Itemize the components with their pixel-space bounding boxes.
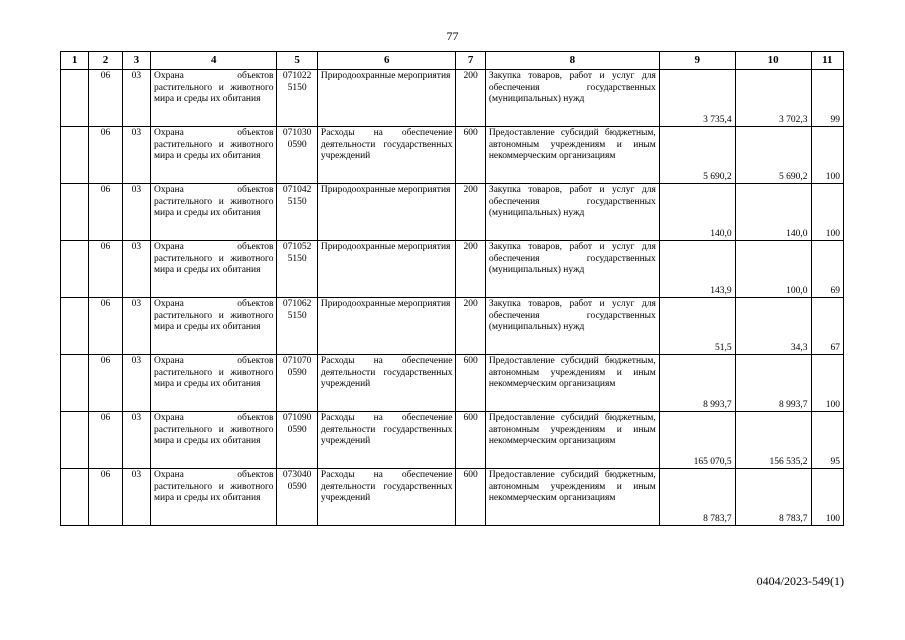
expense-type-code-cell: 600 [456,127,485,184]
section-code-cell: 06 [89,469,122,526]
table-row [61,127,844,184]
actual-amount-cell: 8 783,7 [735,469,811,526]
section-code-cell: 06 [89,70,122,127]
expense-type-code-cell: 600 [456,355,485,412]
planned-amount-cell: 140,0 [659,184,735,241]
expense-name-cell: Природоохранные мероприятия [317,241,456,298]
target-code-part-1: 071062 [282,299,312,309]
col-header-6: 6 [317,52,456,70]
col-header-9: 9 [659,52,735,70]
target-code-part-2: 0590 [287,481,307,492]
page-number: 77 [446,29,459,43]
expense-type-code-cell: 600 [456,469,485,526]
expense-type-name-cell: Предоставление субсидий бюджетным, автономным учреждениям и иным некоммерческим организациям [485,412,659,469]
target-code-cell [277,412,317,469]
expense-type-name-cell: Закупка товаров, работ и услуг для обеспечения государственных (муниципальных) нужд [485,298,659,355]
target-code-part-2: 0590 [287,139,307,150]
expense-name-cell: Природоохранные мероприятия [317,298,456,355]
planned-amount-cell: 8 993,7 [659,355,735,412]
section-code-cell: 06 [89,412,122,469]
percent-cell: 67 [811,298,843,355]
expense-name-cell: Природоохранные мероприятия [317,70,456,127]
percent-cell: 100 [811,127,843,184]
table-row [61,70,844,127]
subsection-code-cell: 03 [122,127,150,184]
expense-name-cell: Расходы на обеспечение деятельности государственных учреждений [317,469,456,526]
expense-name-cell: Расходы на обеспечение деятельности государственных учреждений [317,127,456,184]
target-code-part-1: 071022 [282,71,312,81]
target-code-part-2: 5150 [287,82,307,93]
row-number-cell [61,298,89,355]
target-code-cell [277,70,317,127]
target-code-part-2: 5150 [287,196,307,207]
section-code-cell: 06 [89,127,122,184]
target-code-cell [277,184,317,241]
target-code-part-1: 071042 [282,185,312,195]
percent-cell: 69 [811,241,843,298]
expense-type-code-cell: 200 [456,70,485,127]
subsection-name-cell: Охрана объектов растительного и животного мира и среды их обитания [151,127,277,184]
col-header-3: 3 [122,52,150,70]
expense-type-code-cell: 200 [456,298,485,355]
budget-table [60,51,844,526]
table-row [61,469,844,526]
subsection-name-cell: Охрана объектов растительного и животного мира и среды их обитания [151,412,277,469]
document-code: 0404/2023-549(1) [756,574,844,588]
planned-amount-cell: 3 735,4 [659,70,735,127]
col-header-5: 5 [277,52,317,70]
percent-cell: 100 [811,355,843,412]
percent-cell: 100 [811,184,843,241]
expense-type-name-cell: Закупка товаров, работ и услуг для обеспечения государственных (муниципальных) нужд [485,70,659,127]
table-row [61,298,844,355]
section-code-cell: 06 [89,298,122,355]
row-number-cell [61,469,89,526]
col-header-11: 11 [811,52,843,70]
col-header-1: 1 [61,52,89,70]
expense-name-cell: Расходы на обеспечение деятельности государственных учреждений [317,355,456,412]
actual-amount-cell: 140,0 [735,184,811,241]
actual-amount-cell: 3 702,3 [735,70,811,127]
actual-amount-cell: 100,0 [735,241,811,298]
subsection-code-cell: 03 [122,355,150,412]
target-code-part-2: 0590 [287,424,307,435]
actual-amount-cell: 34,3 [735,298,811,355]
row-number-cell [61,355,89,412]
actual-amount-cell: 156 535,2 [735,412,811,469]
subsection-code-cell: 03 [122,412,150,469]
section-code-cell: 06 [89,241,122,298]
planned-amount-cell: 143,9 [659,241,735,298]
row-number-cell [61,241,89,298]
subsection-name-cell: Охрана объектов растительного и животного мира и среды их обитания [151,469,277,526]
row-number-cell [61,184,89,241]
planned-amount-cell: 8 783,7 [659,469,735,526]
subsection-code-cell: 03 [122,70,150,127]
expense-type-name-cell: Предоставление субсидий бюджетным, автономным учреждениям и иным некоммерческим организациям [485,469,659,526]
subsection-code-cell: 03 [122,184,150,241]
target-code-cell [277,241,317,298]
planned-amount-cell: 51,5 [659,298,735,355]
target-code-cell [277,355,317,412]
target-code-part-2: 0590 [287,367,307,378]
row-number-cell [61,70,89,127]
target-code-part-2: 5150 [287,253,307,264]
subsection-name-cell: Охрана объектов растительного и животного мира и среды их обитания [151,184,277,241]
table-body [61,70,844,526]
expense-name-cell: Природоохранные мероприятия [317,184,456,241]
target-code-cell [277,469,317,526]
target-code-part-1: 071090 [282,413,312,423]
subsection-name-cell: Охрана объектов растительного и животного мира и среды их обитания [151,355,277,412]
target-code-cell [277,298,317,355]
subsection-code-cell: 03 [122,241,150,298]
table-row [61,241,844,298]
expense-name-cell: Расходы на обеспечение деятельности государственных учреждений [317,412,456,469]
subsection-code-cell: 03 [122,298,150,355]
target-code-part-1: 073040 [282,470,312,480]
col-header-10: 10 [735,52,811,70]
table-row [61,355,844,412]
expense-type-name-cell: Предоставление субсидий бюджетным, автономным учреждениям и иным некоммерческим организациям [485,355,659,412]
percent-cell: 95 [811,412,843,469]
expense-type-name-cell: Закупка товаров, работ и услуг для обеспечения государственных (муниципальных) нужд [485,184,659,241]
target-code-cell [277,127,317,184]
col-header-2: 2 [89,52,122,70]
percent-cell: 100 [811,469,843,526]
row-number-cell [61,127,89,184]
expense-type-code-cell: 200 [456,241,485,298]
planned-amount-cell: 165 070,5 [659,412,735,469]
header-row [61,52,844,70]
target-code-part-1: 071030 [282,128,312,138]
section-code-cell: 06 [89,355,122,412]
expense-type-code-cell: 200 [456,184,485,241]
percent-cell: 99 [811,70,843,127]
expense-type-name-cell: Закупка товаров, работ и услуг для обеспечения государственных (муниципальных) нужд [485,241,659,298]
col-header-4: 4 [151,52,277,70]
col-header-7: 7 [456,52,485,70]
subsection-name-cell: Охрана объектов растительного и животного мира и среды их обитания [151,241,277,298]
target-code-part-2: 5150 [287,310,307,321]
target-code-part-1: 071070 [282,356,312,366]
planned-amount-cell: 5 690,2 [659,127,735,184]
col-header-8: 8 [485,52,659,70]
row-number-cell [61,412,89,469]
expense-type-code-cell: 600 [456,412,485,469]
subsection-name-cell: Охрана объектов растительного и животного мира и среды их обитания [151,298,277,355]
expense-type-name-cell: Предоставление субсидий бюджетным, автономным учреждениям и иным некоммерческим организациям [485,127,659,184]
subsection-code-cell: 03 [122,469,150,526]
table-row [61,184,844,241]
actual-amount-cell: 8 993,7 [735,355,811,412]
actual-amount-cell: 5 690,2 [735,127,811,184]
table-row [61,412,844,469]
subsection-name-cell: Охрана объектов растительного и животного мира и среды их обитания [151,70,277,127]
target-code-part-1: 071052 [282,242,312,252]
section-code-cell: 06 [89,184,122,241]
